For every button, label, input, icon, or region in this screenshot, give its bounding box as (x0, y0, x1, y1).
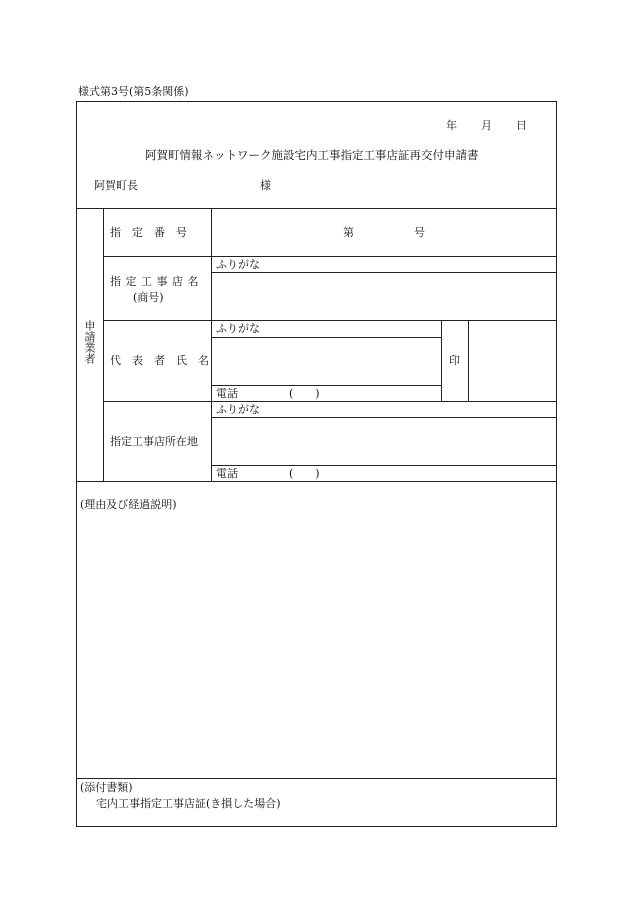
shop-furigana-label: ふりがな (216, 258, 260, 271)
shop-furigana-line (211, 272, 557, 273)
seal-label: 印 (449, 354, 460, 367)
addr-furigana-line (211, 417, 557, 418)
designation-go: 号 (414, 226, 425, 239)
frame-top (76, 101, 557, 102)
frame-bottom (76, 826, 557, 827)
seal-left-line (441, 320, 442, 402)
applicant-label: 申請業者 (83, 320, 96, 364)
label-column-divider (211, 208, 212, 482)
addressee-honorific: 様 (260, 179, 271, 192)
addr-phone-label: 電話 (216, 467, 238, 480)
attachments-item: 宅内工事指定工事店証(き損した場合) (96, 797, 281, 810)
rep-phone-paren: ( ) (289, 387, 320, 400)
rep-phone-line (211, 385, 441, 386)
shop-address-label: 指定工事店所在地 (110, 435, 198, 448)
rep-furigana-line (211, 337, 441, 338)
date-year: 年 (446, 119, 457, 132)
designation-number-label: 指 定 番 号 (110, 226, 187, 239)
seal-right-line (468, 320, 469, 402)
rep-phone-label: 電話 (216, 387, 238, 400)
applicant-top (76, 208, 557, 209)
shop-name-sublabel: (商号) (133, 291, 164, 304)
frame-right (556, 101, 557, 827)
applicant-bottom (76, 481, 557, 482)
applicant-label-divider (103, 208, 104, 482)
addressee-name: 阿賀町長 (94, 179, 138, 192)
reason-label: (理由及び経過説明) (80, 498, 177, 511)
shop-name-label: 指定工事店名 (110, 275, 203, 288)
row3-bottom (103, 401, 557, 402)
form-label: 様式第3号(第5条関係) (78, 85, 189, 98)
attachments-top (76, 778, 557, 779)
addr-phone-paren: ( ) (289, 467, 320, 480)
frame-left (76, 101, 77, 827)
date-month: 月 (481, 119, 492, 132)
document-title: 阿賀町情報ネットワーク施設宅内工事指定工事店証再交付申請書 (145, 148, 479, 162)
representative-label: 代 表 者 氏 名 (110, 354, 209, 367)
attachments-label: (添付書類) (80, 781, 133, 794)
rep-furigana-label: ふりがな (216, 322, 260, 335)
addr-phone-line (211, 465, 557, 466)
addr-furigana-label: ふりがな (216, 403, 260, 416)
row2-bottom (103, 320, 557, 321)
designation-dai: 第 (343, 226, 354, 239)
date-day: 日 (516, 119, 527, 132)
row1-bottom (103, 256, 557, 257)
